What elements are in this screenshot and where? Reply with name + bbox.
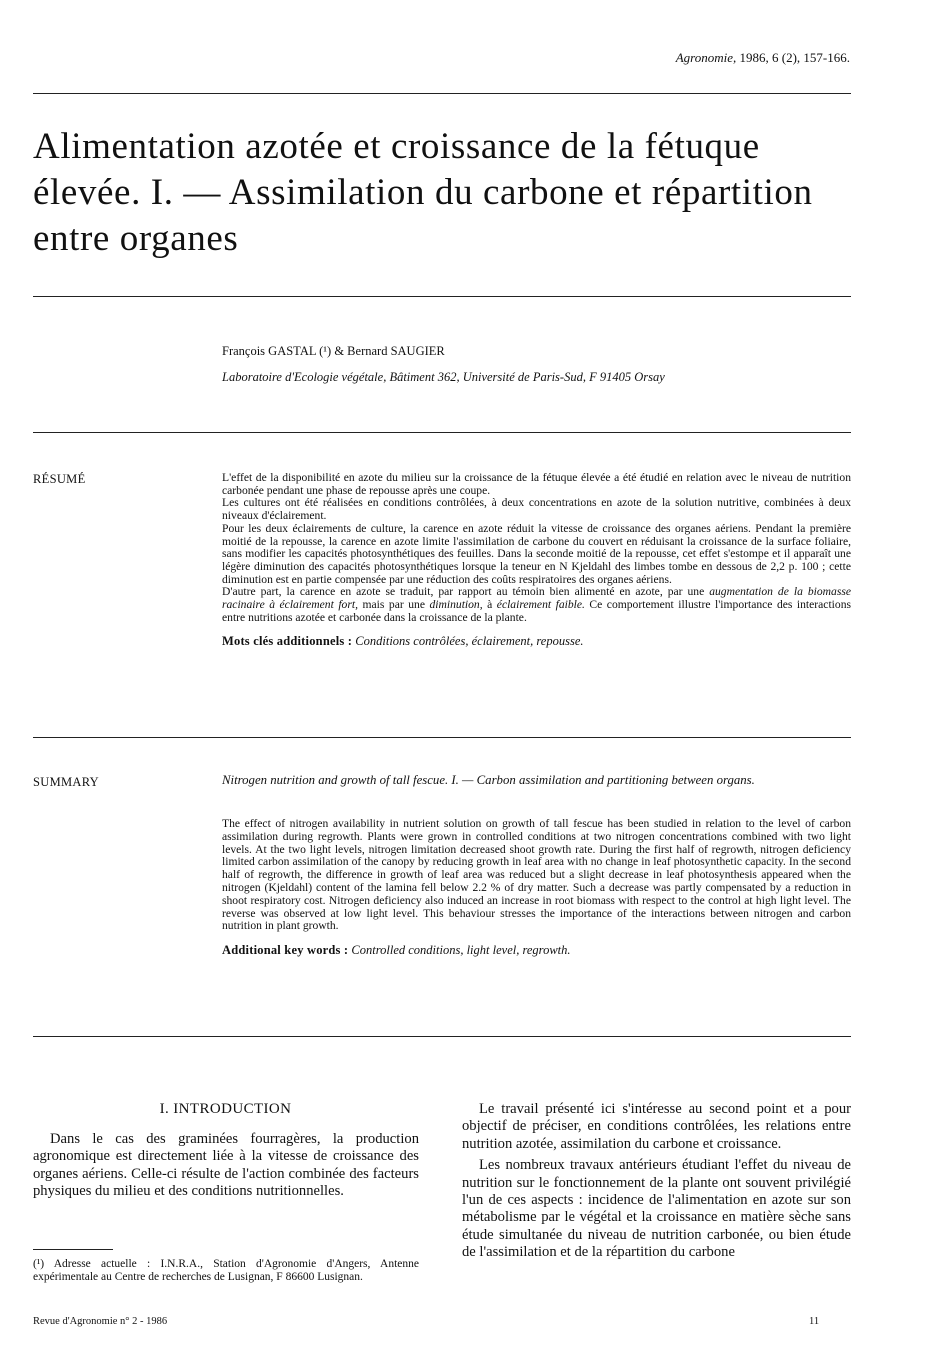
resume-text-fragment: D'autre part, la carence en azote se traduit, par rapport au témoin bien alimenté en azote, par une: [222, 585, 710, 599]
summary-title: Nitrogen nutrition and growth of tall fescue. I. — Carbon assimilation and partitioning between organs.: [222, 773, 755, 787]
summary-top-rule: [33, 737, 851, 738]
resume-text-fragment: Ce comportement illustre l'importance des interactions entre nutritions azotée et carbonée dans la croissance de la plante.: [222, 598, 852, 624]
resume-paragraph: Pour les deux éclairements de culture, la carence en azote réduit la vitesse de croissance des organes aériens. Pendant la première moitié de la repousse, la carence en azote limite l'assimilation de carbone du couvert en réduisant la croissance de la surface foliaire, sans modifier les capacités photosynthétiques des feuilles. Dans la seconde moitié de la repousse, cet effet s'estompe et il apparaît une légère diminution des capacités photosynthétiques lorsque la teneur en N Kjeldahl des limbes tombe en dessous de 2,2 p. 100 ; cette diminution est en partie compensée par une réduction des coûts respiratoires des organes aériens.: [222, 521, 851, 586]
resume-keywords-text: Conditions contrôlées, éclairement, repousse.: [355, 634, 584, 649]
resume-emphasis: augmentation de la biomasse racinaire à éclairement fort,: [222, 585, 851, 612]
summary-paragraph: The effect of nitrogen availability in nutrient solution on growth of tall fescue has been studied in relation to the level of carbon assimilation during regrowth. Plants were grown in controlled conditions at two nitrogen concentrations combined with two light levels. At the two light levels, nitrogen limitation decreased shoot growth rate. During the first half of regrowth, nitrogen deficiency limited carbon assimilation of the canopy by reducing growth in leaf area with no change in leaf photosynthetic capacity. In the second half of regrowth, the difference in growth of leaf area was reduced but a slight decrease in leaf photosynthesis appeared when the nitrogen (Kjeldahl) content of the lamina fell below 2.2 % of dry matter. Such a decrease was partly compensated by a reduction in shoot respiratory cost. Nitrogen deficiency also induced an increase in root biomass with respect to the control at high light level. The reverse was observed at low light level. This behaviour stresses the importance of the interactions between nitrogen and carbon nutrition in plant growth.: [222, 817, 851, 933]
introduction-left-column: [33, 1131, 419, 1201]
resume-paragraph-emphasis: [222, 586, 851, 624]
resume-keywords-label: Mots clés additionnels :: [222, 634, 353, 649]
journal-volume-pages: 1986, 6 (2), 157-166.: [739, 50, 850, 65]
introduction-heading: I. INTRODUCTION: [159, 1101, 292, 1117]
resume-paragraph: L'effet de la disponibilité en azote du milieu sur la croissance de la fétuque élevée a été étudié en relation avec le niveau de nutrition carbonée pendant une phase de repousse après une coupe.: [222, 471, 851, 497]
introduction-right-column: [462, 1101, 851, 1262]
resume-emphasis: diminution,: [429, 598, 483, 612]
resume-keywords: [222, 635, 851, 648]
introduction-paragraph: Le travail présenté ici s'intéresse au second point et a pour objectif de préciser, en conditions contrôlées, les relations entre nutrition azotée, assimilation du carbone et croissance.: [462, 1101, 851, 1152]
author-affiliation: Laboratoire d'Ecologie végétale, Bâtiment 362, Université de Paris-Sud, F 91405 Orsay: [222, 370, 665, 384]
introduction-paragraph: Les nombreux travaux antérieurs étudiant l'effet du niveau de nutrition sur le fonctionnement de la plante ont souvent privilégié l'un de ces aspects : incidence de l'alimentation en azote sur son métabolisme par le végétal et la croissance en matière sèche sans étude simultanée du niveau de nutrition carbonée, ou bien étude de l'assimilation et de la répartition du carbone: [462, 1157, 851, 1261]
introduction-paragraph: Dans le cas des graminées fourragères, la production agronomique est directement liée à la vitesse de croissance des organes aériens. Celle-ci résulte de l'action combinée des facteurs physiques du milieu et des conditions nutritionnelles.: [33, 1131, 419, 1200]
summary-keywords: [222, 944, 851, 957]
summary-keywords-text: Controlled conditions, light level, regrowth.: [351, 943, 571, 958]
author-list: François GASTAL (¹) & Bernard SAUGIER: [222, 344, 445, 358]
resume-top-rule: [33, 432, 851, 433]
page-number: 11: [809, 1316, 820, 1327]
header-rule: [33, 93, 851, 94]
resume-label: RÉSUMÉ: [33, 472, 86, 486]
summary-label: SUMMARY: [33, 775, 100, 789]
journal-name: Agronomie,: [675, 50, 737, 65]
summary-abstract: [222, 818, 851, 957]
footnote: (¹) Adresse actuelle : I.N.R.A., Station d'Agronomie d'Angers, Antenne expérimentale au Centre de recherches de Lusignan, F 86600 Lusignan.: [33, 1258, 419, 1284]
resume-emphasis: éclairement faible.: [496, 598, 585, 612]
summary-keywords-label: Additional key words :: [222, 943, 349, 958]
journal-reference: [676, 50, 850, 66]
title-rule: [33, 296, 851, 297]
resume-abstract: [222, 472, 851, 648]
resume-text-fragment: à: [482, 598, 497, 612]
summary-bottom-rule: [33, 1036, 851, 1037]
resume-paragraph: Les cultures ont été réalisées en conditions contrôlées, à deux concentrations en azote de la solution nutritive, combinées à deux niveaux d'éclairement.: [222, 496, 851, 523]
resume-text-fragment: mais par une: [358, 598, 430, 612]
article-title: Alimentation azotée et croissance de la fétuque élevée. I. — Assimilation du carbone et répartition entre organes: [33, 126, 813, 259]
page-footer-journal: Revue d'Agronomie n° 2 - 1986: [33, 1316, 168, 1327]
footnote-rule: [33, 1249, 113, 1250]
